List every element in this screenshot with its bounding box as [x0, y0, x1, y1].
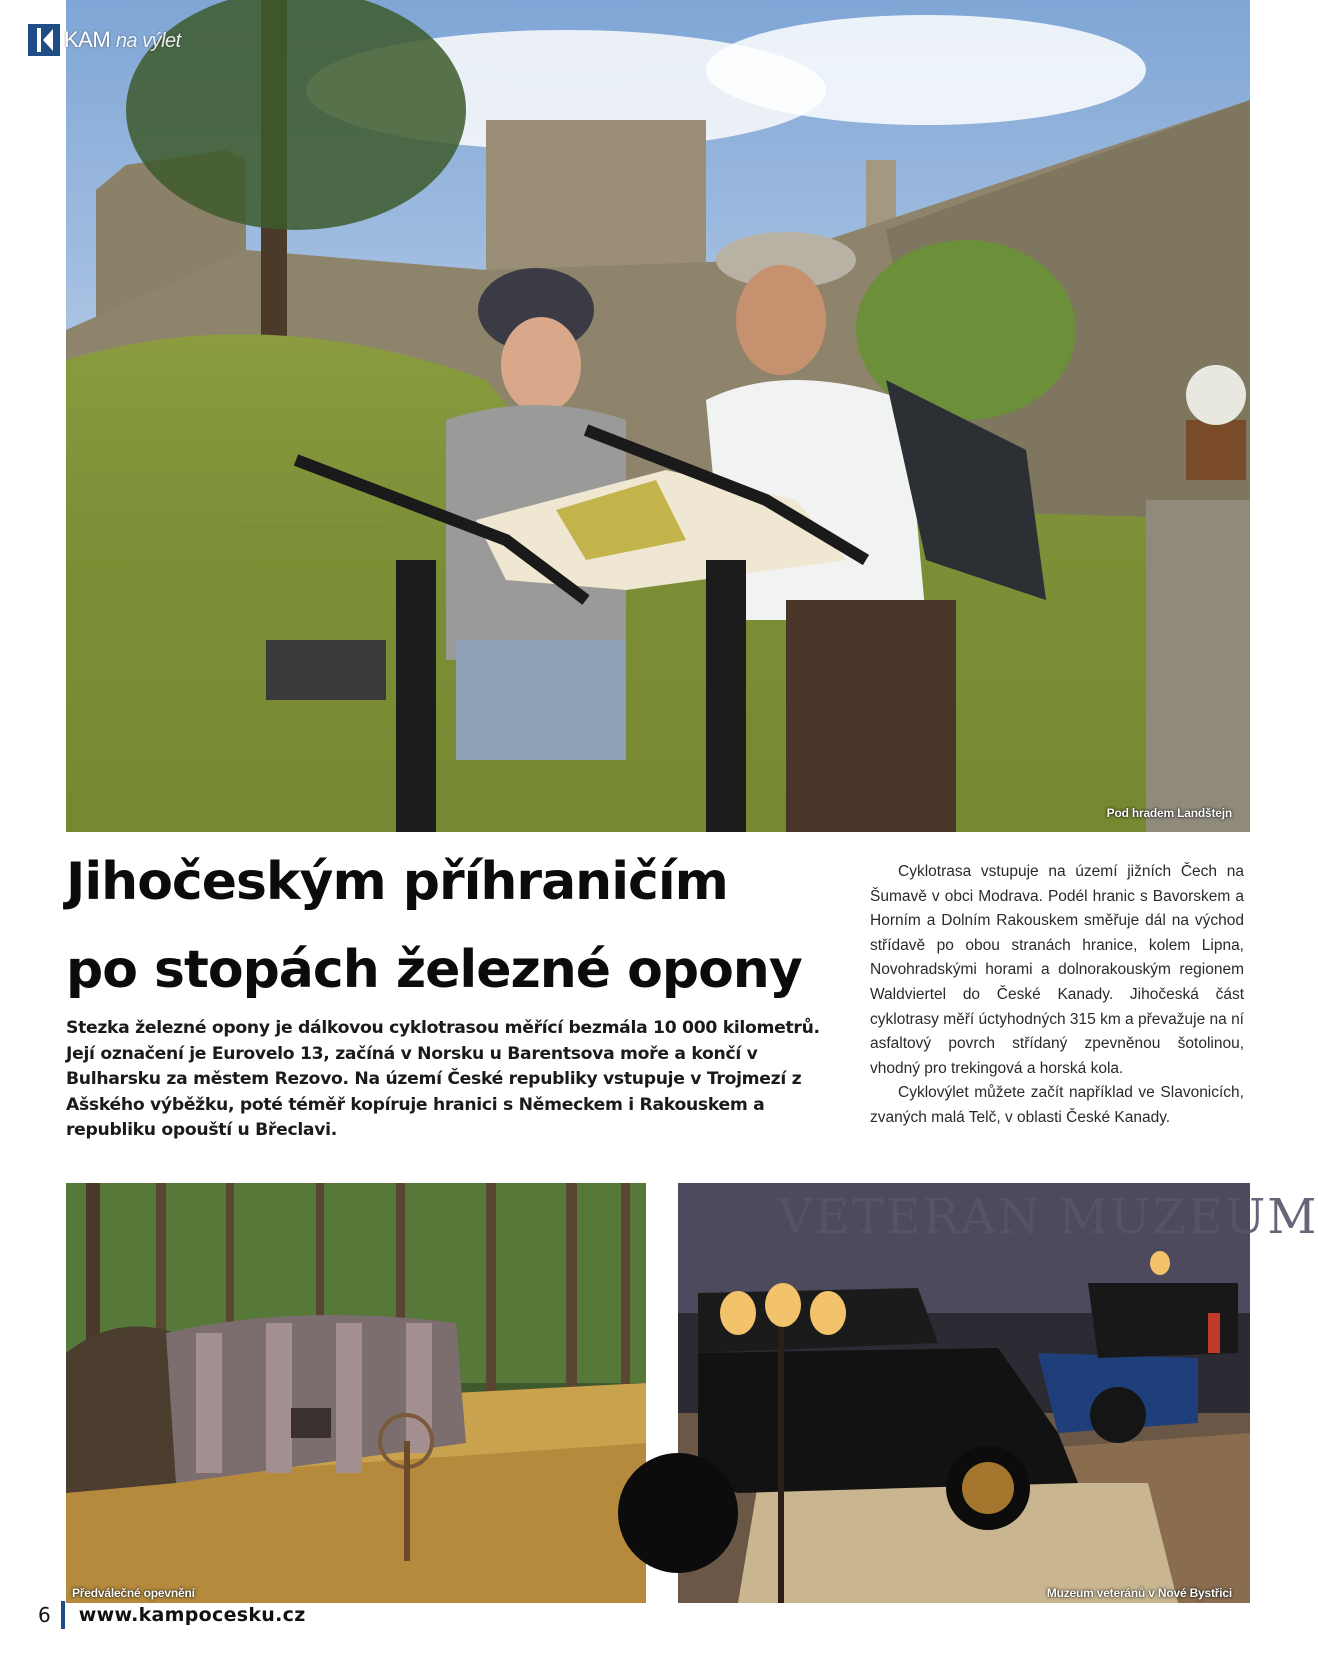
article-title	[66, 838, 856, 1014]
section-tag	[28, 24, 181, 56]
museum-photo	[678, 1183, 1318, 1603]
section-label-light: na výlet	[115, 30, 181, 52]
title-line-2: po stopách železné opony	[66, 940, 802, 1000]
footer-divider	[61, 1601, 65, 1629]
body-paragraph: Cyklotrasa vstupuje na území jižních Čech na Šumavě v obci Modrava. Podél hranic s Bavorskem a Horním a Dolním Rakouskem směřuje dál na východ střídavě po obou stranách hranice, kolem Lipna, Novohradskými horami a dolnorakouským regionem Waldviertel do České Kanady. Jihočeská část cyklotrasy měří úctyhodných 315 km a převažuje na ní asfaltový povrch střídaný zpevněnou šotolinou, vhodný pro trekingová a horská kola.	[870, 863, 1244, 1077]
page-footer	[38, 1600, 306, 1630]
hero-photo	[66, 0, 1250, 832]
article-body	[870, 860, 1244, 1131]
museum-caption: Muzeum veteránů v Nové Bystřici	[1046, 1586, 1232, 1600]
museum-sign: VETERAN MUZEUM	[778, 1189, 1318, 1245]
website-link[interactable]: www.kampocesku.cz	[78, 1604, 306, 1626]
bunker-caption: Předválečné opevnění	[72, 1586, 195, 1600]
section-label	[64, 27, 181, 53]
bunker-photo	[66, 1183, 646, 1603]
article-lead: Stezka železné opony je dálkovou cyklotrasou měřící bezmála 10 000 kilometrů. Její označení je Eurovelo 13, začíná v Norsku u Barentsova moře a končí v Bulharsku za městem Rezovo. Na území České republiky vstupuje v Trojmezí z Ašského výběžku, poté téměř kopíruje hranici s Německem i Rakouskem a republiku opouští u Břeclavi.	[66, 1018, 820, 1140]
title-line-1: Jihočeským příhraničím	[66, 852, 728, 912]
section-label-strong: KAM	[64, 27, 111, 52]
body-paragraph: Cyklovýlet můžete začít například ve Slavonicích, zvaných malá Telč, v oblasti České Kanady.	[870, 1084, 1244, 1126]
page-number: 6	[38, 1603, 51, 1627]
hero-caption: Pod hradem Landštejn	[1106, 806, 1232, 820]
section-logo-icon	[28, 24, 60, 56]
